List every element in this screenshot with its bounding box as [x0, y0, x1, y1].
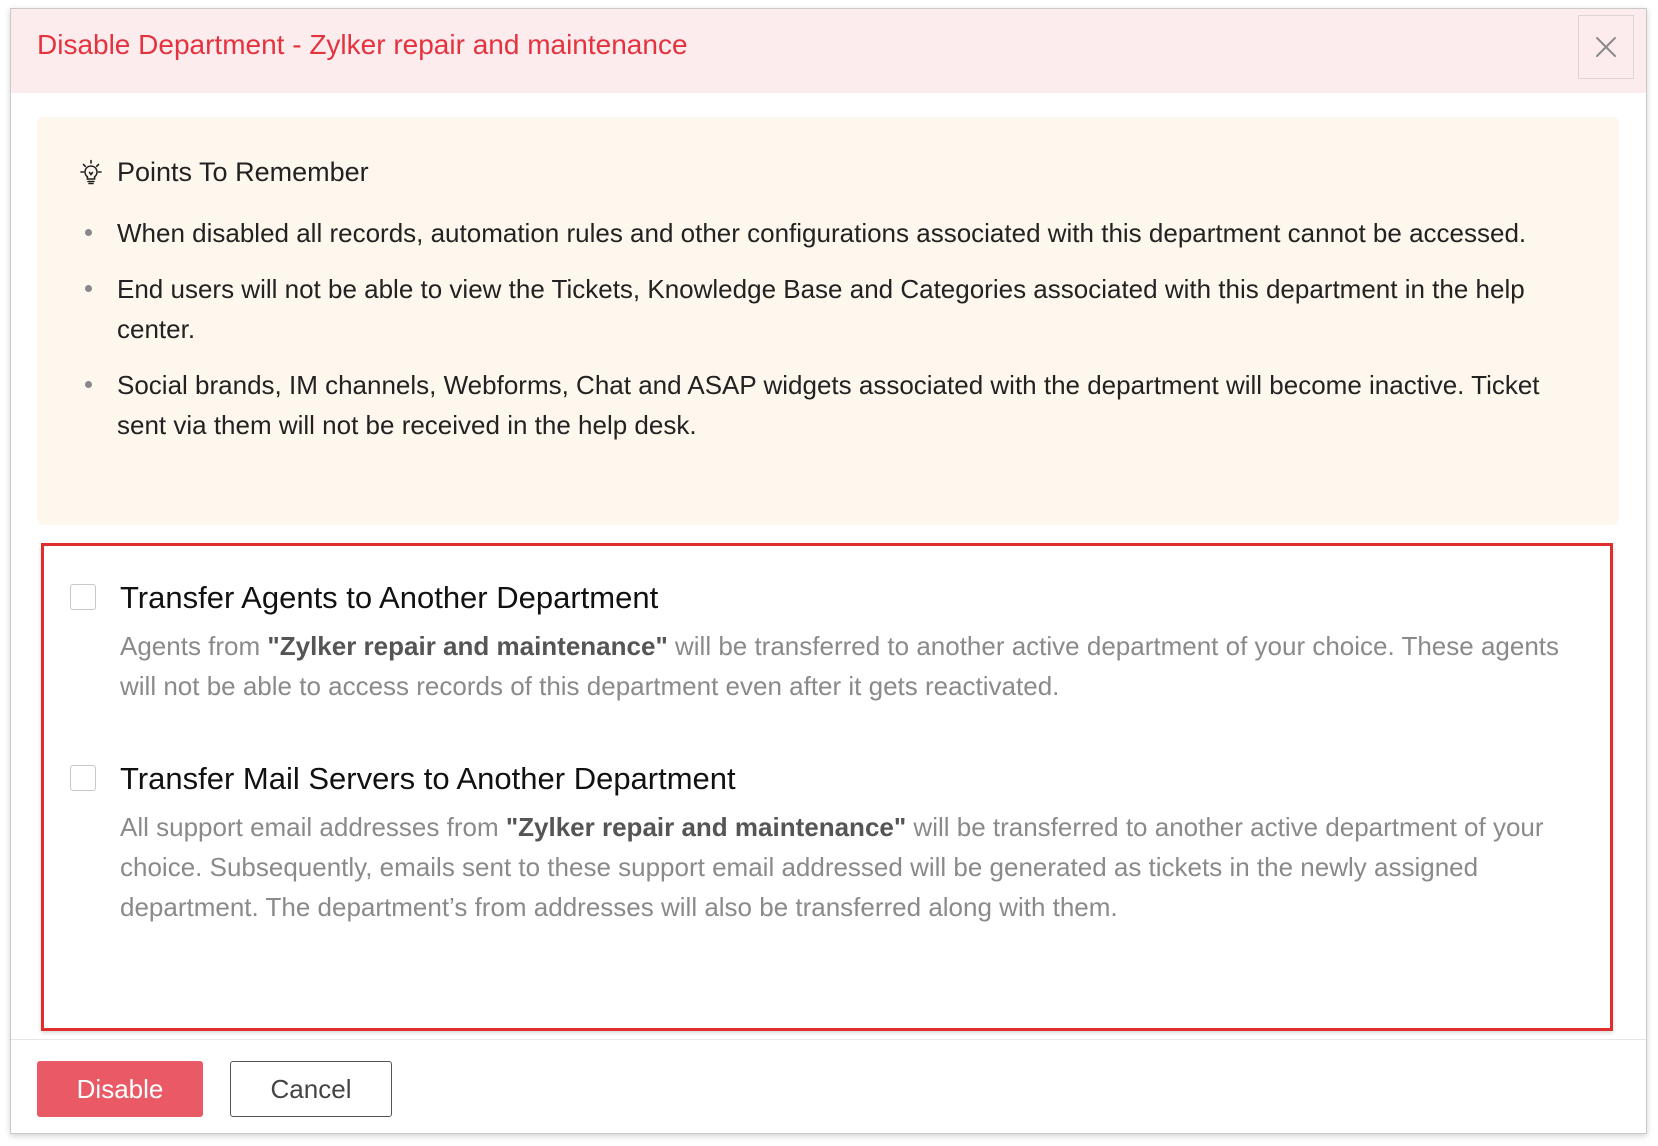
- points-to-remember-header: [77, 157, 369, 188]
- transfer-mail-servers-description: [120, 807, 1560, 927]
- department-name-bold: "Zylker repair and maintenance": [267, 631, 668, 661]
- points-to-remember-panel: [37, 117, 1619, 525]
- tip-text: End users will not be able to view the Tickets, Knowledge Base and Categories associated with this department in the help center.: [117, 274, 1525, 344]
- bullet-icon: [85, 229, 92, 236]
- bullet-icon: [85, 381, 92, 388]
- transfer-agents-desc-post: will be transferred to another active department of your choice. These agents will not be able to access records of this department even after it gets reactivated.: [120, 631, 1560, 701]
- tip-text: When disabled all records, automation rules and other configurations associated with this department cannot be accessed.: [117, 218, 1527, 248]
- tip-item: [77, 269, 1587, 349]
- dialog-title: Disable Department - Zylker repair and maintenance: [37, 29, 688, 60]
- transfer-mail-servers-checkbox[interactable]: [70, 765, 96, 791]
- close-icon: [1594, 35, 1618, 59]
- department-name-bold: "Zylker repair and maintenance": [505, 812, 907, 842]
- lightbulb-icon: [77, 159, 105, 187]
- disable-department-dialog: [10, 8, 1647, 1134]
- transfer-options-highlight: [41, 543, 1613, 1031]
- tip-text: Social brands, IM channels, Webforms, Chat and ASAP widgets associated with the department will become inactive. Ticket sent via them will not be received in the help desk.: [117, 370, 1540, 440]
- transfer-agents-checkbox[interactable]: [70, 584, 96, 610]
- tip-item: [77, 213, 1587, 253]
- transfer-agents-desc-pre: Agents from: [120, 631, 268, 661]
- close-button[interactable]: [1578, 15, 1634, 79]
- transfer-mail-desc-pre: All support email addresses from: [120, 812, 506, 842]
- transfer-agents-title: Transfer Agents to Another Department: [120, 580, 659, 615]
- cancel-button[interactable]: Cancel: [230, 1061, 392, 1117]
- transfer-mail-servers-title: Transfer Mail Servers to Another Department: [120, 761, 736, 796]
- disable-button[interactable]: Disable: [37, 1061, 203, 1117]
- transfer-mail-desc-post: will be transferred to another active department of your choice. Subsequently, emails sent to these support email addressed will be generated as tickets in the newly assigned department. The department’s from addresses will also be transferred along with them.: [120, 812, 1544, 922]
- points-to-remember-title: Points To Remember: [117, 157, 369, 187]
- transfer-agents-description: [120, 626, 1560, 706]
- tips-list: [77, 213, 1587, 461]
- tip-item: [77, 365, 1587, 445]
- dialog-header: [11, 9, 1646, 93]
- bullet-icon: [85, 285, 92, 292]
- footer-divider: [11, 1039, 1646, 1040]
